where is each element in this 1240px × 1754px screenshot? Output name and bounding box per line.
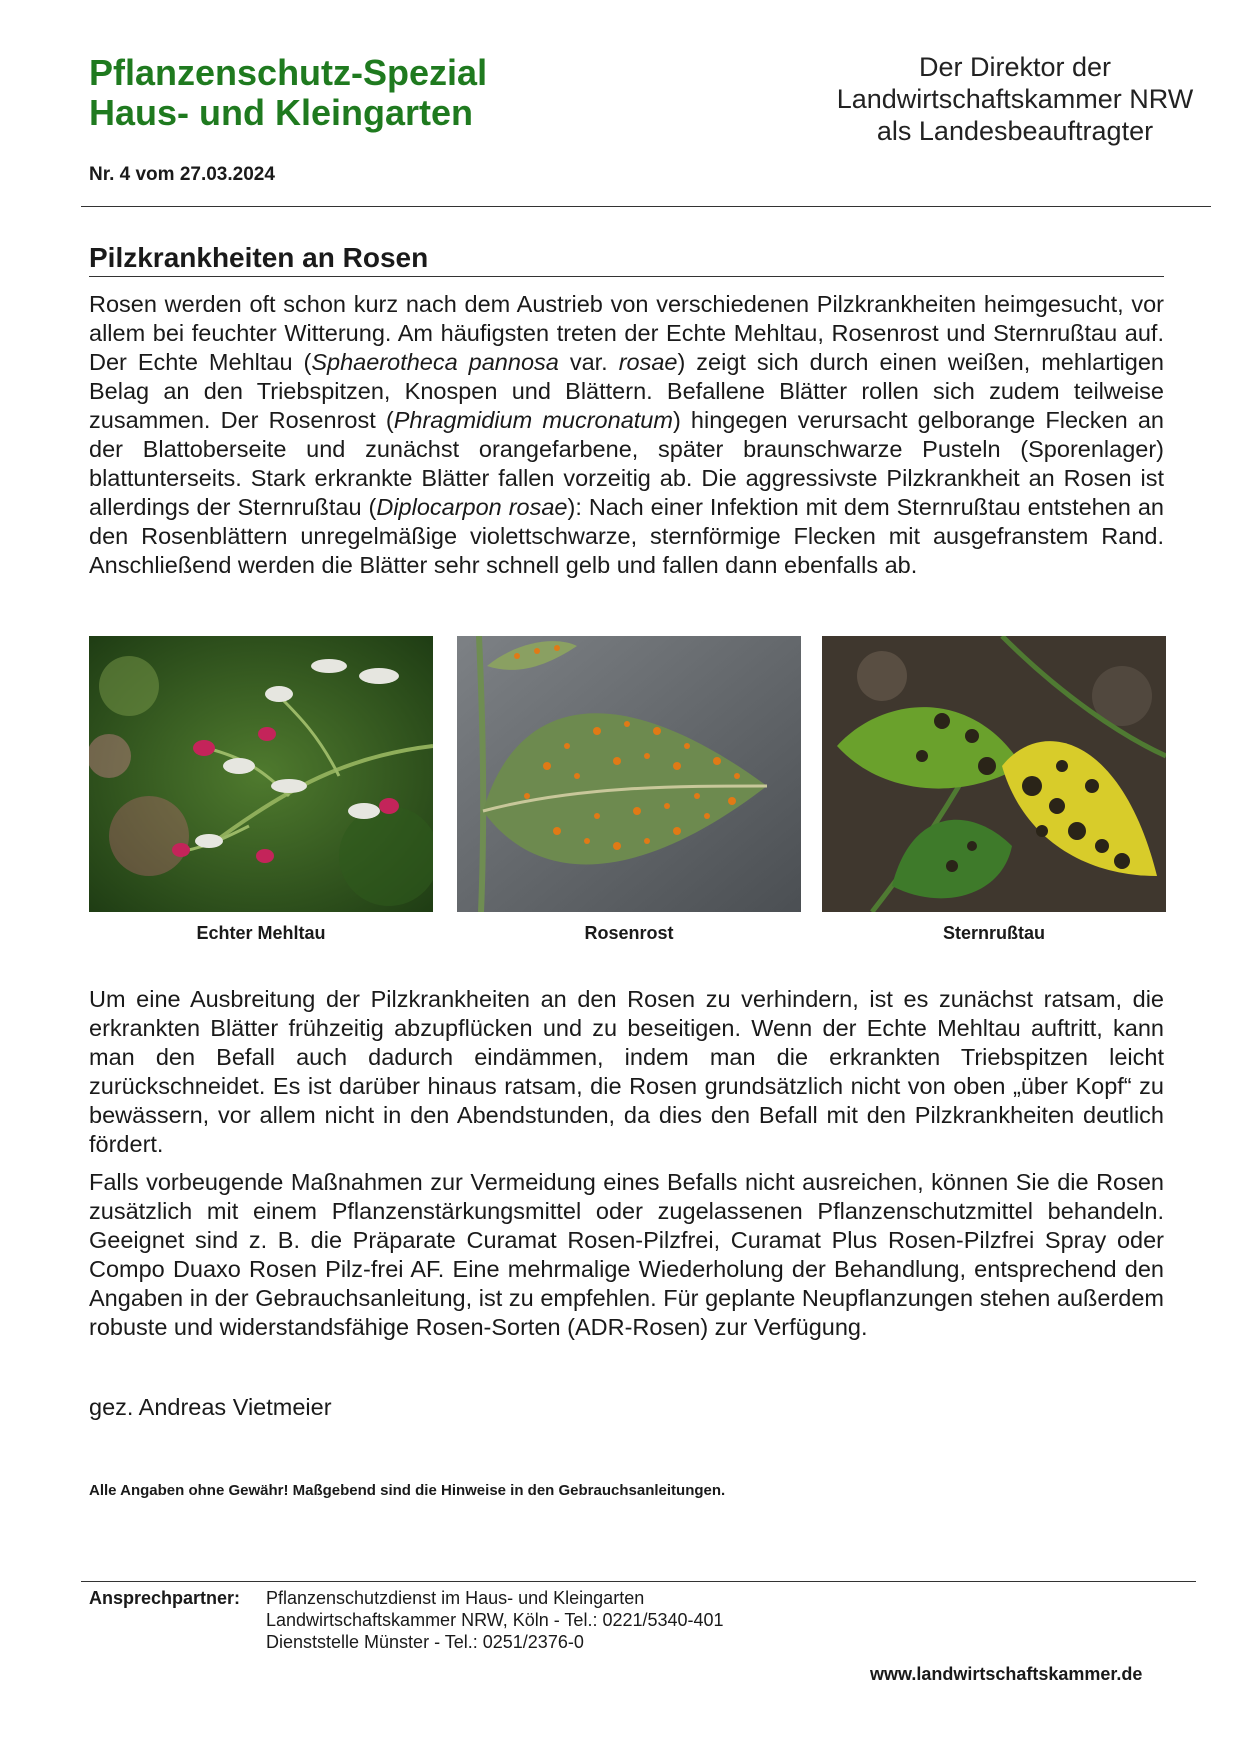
contact-line-2: Landwirtschaftskammer NRW, Köln - Tel.: 0221/5340-401 [266, 1610, 724, 1630]
issue-number: Nr. 4 vom 27.03.2024 [89, 164, 275, 185]
intro-text-4: ) hingegen verursacht gelborange Flecken an der Blattoberseite und zunächst orangefarbene, später braunschwarze Pusteln (Sporenlager) blattunterseits. Stark erkrankte Blätter fallen vorzeitig ab. Die aggressivste Pilzkrankheit an Rosen ist allerdings der Sternrußtau ( [89, 407, 1164, 520]
scientific-name-blackspot: Diplocarpon rosae [376, 494, 568, 520]
intro-text-1: Rosen werden oft schon kurz nach dem Austrieb von verschiedenen Pilzkrankheiten heimgesucht, vor allem bei feuchter Witterung. Am häufigsten treten der Echte Mehltau, Rosenrost und Sternrußtau auf. Der Echte Mehltau ( [89, 291, 1164, 375]
issuer-line-3: als Landesbeauftragter [876, 116, 1154, 146]
caption-powdery-mildew: Echter Mehltau [196, 923, 326, 943]
photo-powdery-mildew [89, 636, 433, 912]
caption-black-spot: Sternrußtau [942, 923, 1045, 943]
black-spot-image [822, 636, 1166, 912]
prevention-paragraph: Um eine Ausbreitung der Pilzkrankheiten an den Rosen zu verhindern, ist es zunächst ratsam, die erkrankten Blätter frühzeitig abzupflücken und zu beseitigen. Wenn der Echte Mehltau auftritt, kann man den Befall auch dadurch eindämmen, indem man die erkrankten Triebspitzen leicht zurückschneidet. Es ist darüber hinaus ratsam, die Rosen grundsätzlich nicht von oben „über Kopf“ zu bewässern, vor allem nicht in den Abendstunden, da dies den Befall mit den Pilzkrankheiten deutlich fördert. [89, 986, 1164, 1157]
intro-text-3: ) zeigt sich durch einen weißen, mehlartigen Belag an den Triebspitzen, Knospen und Blättern. Befallene Blätter rollen sich zudem teilweise zusammen. Der Rosenrost ( [89, 349, 1164, 433]
website-link[interactable]: www.landwirtschaftskammer.de [870, 1664, 1143, 1684]
footer-divider [81, 1581, 1196, 1582]
contact-details [266, 1587, 724, 1653]
photo-rose-rust [457, 636, 801, 912]
intro-text-5: ): Nach einer Infektion mit dem Sternrußtau entstehen an den Rosenblättern unregelmäßige violettschwarze, sternförmige Flecken mit ausgefranstem Rand. Anschließend werden die Blätter sehr schnell gelb und fallen dann ebenfalls ab. [89, 494, 1164, 578]
document-title [89, 53, 487, 133]
caption-rose-rust: Rosenrost [584, 923, 674, 943]
contact-label: Ansprechpartner: [89, 1588, 241, 1608]
rose-rust-image [457, 636, 801, 912]
intro-text-2: var. [558, 349, 619, 375]
issuer-line-2: Landwirtschaftskammer NRW [836, 84, 1194, 114]
scientific-name-rust: Phragmidium mucronatum [393, 407, 673, 433]
title-line-2: Haus- und Kleingarten [89, 92, 474, 133]
contact-line-3: Dienststelle Münster - Tel.: 0251/2376-0 [266, 1632, 584, 1652]
intro-paragraph [89, 290, 1164, 580]
disclaimer: Alle Angaben ohne Gewähr! Maßgebend sind die Hinweise in den Gebrauchsanleitungen. [89, 1482, 726, 1499]
section-title-underline [89, 276, 1164, 277]
title-line-1: Pflanzenschutz-Spezial [89, 52, 488, 93]
signature: gez. Andreas Vietmeier [89, 1394, 332, 1420]
treatment-paragraph: Falls vorbeugende Maßnahmen zur Vermeidung eines Befalls nicht ausreichen, können Sie die Rosen zusätzlich mit einem Pflanzenstärkungsmittel oder zugelassenen Pflanzenschutzmittel behandeln. Geeignet sind z. B. die Präparate Curamat Rosen-Pilzfrei, Curamat Plus Rosen-Pilzfrei Spray oder Compo Duaxo Rosen Pilz-frei AF. Eine mehrmalige Wiederholung der Behandlung, entsprechend den Angaben in der Gebrauchsanleitung, ist zu empfehlen. Für geplante Neupflanzungen stehen außerdem robuste und widerstandsfähige Rosen-Sorten (ADR-Rosen) zur Verfügung. [89, 1169, 1164, 1340]
scientific-name-mildew: Sphaerotheca pannosa [311, 349, 559, 375]
contact-line-1: Pflanzenschutzdienst im Haus- und Kleingarten [266, 1588, 645, 1608]
powdery-mildew-image [89, 636, 433, 912]
section-title: Pilzkrankheiten an Rosen [89, 242, 429, 273]
issuer-line-1: Der Direktor der [918, 52, 1112, 82]
header-divider [81, 206, 1211, 207]
issuer-block [820, 51, 1210, 147]
scientific-name-mildew-var: rosae [618, 349, 678, 375]
photo-black-spot [822, 636, 1166, 912]
